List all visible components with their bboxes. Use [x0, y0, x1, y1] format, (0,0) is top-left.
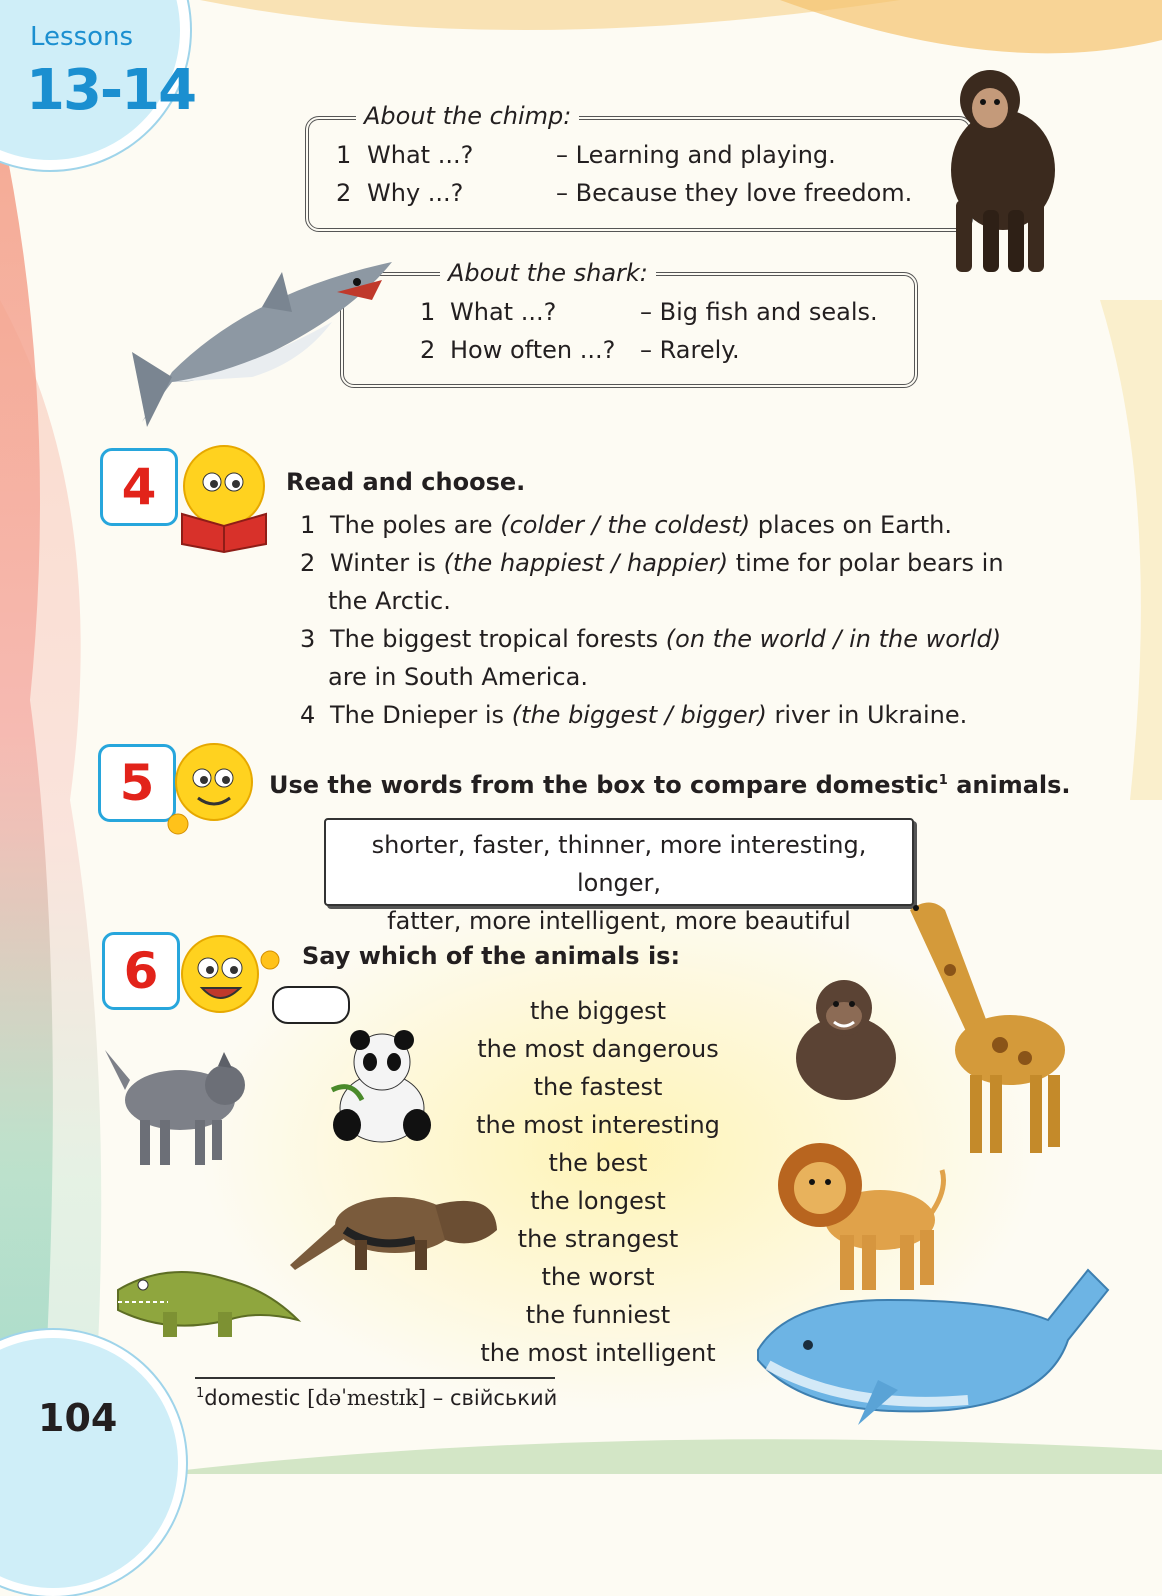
shark-info-frame: [340, 272, 918, 388]
ex5-footnote-mark: 1: [938, 773, 948, 788]
exercise-4-instruction: Read and choose.: [286, 468, 526, 496]
phrase-2: the most dangerous: [477, 1035, 719, 1063]
phrase-10: the most intelligent: [480, 1339, 716, 1367]
phrase-6: the longest: [530, 1187, 666, 1215]
ex5-instruction-post: animals.: [947, 771, 1071, 799]
chimp-row-2-question: Why ...?: [367, 179, 464, 207]
footnote-translation: – свійський: [426, 1386, 558, 1410]
ex4-item-2-post: time for polar bears in: [728, 549, 1004, 577]
phrase-1: the biggest: [529, 997, 667, 1025]
ex4-item-4-text: [330, 701, 967, 729]
shark-row-1-question: What ...?: [450, 298, 557, 326]
reading-smiley-icon: [172, 444, 282, 554]
ex4-item-3-text: [330, 625, 1001, 653]
shark-row-2-answer: – Rarely.: [640, 336, 740, 364]
ex4-item-3-num: 3: [300, 625, 316, 653]
ex4-item-1-text: [330, 511, 952, 539]
crocodile-illustration: [108, 1240, 303, 1350]
ex4-item-2-choice[interactable]: (the happiest / happier): [443, 549, 729, 577]
chimp-info-frame: [305, 116, 973, 232]
footnote-divider: [195, 1377, 555, 1379]
shark-row-1-num: 1: [420, 298, 436, 326]
ex4-item-3-choice[interactable]: (on the world / in the world): [665, 625, 1002, 653]
ex4-item-4-num: 4: [300, 701, 316, 729]
shark-row-1-answer: – Big fish and seals.: [640, 298, 878, 326]
phrase-5: the best: [548, 1149, 648, 1177]
chimp-illustration: [928, 60, 1078, 280]
ex4-item-4-choice[interactable]: (the biggest / bigger): [511, 701, 767, 729]
exercise-5-number: 5: [98, 744, 176, 822]
lessons-label: Lessons: [30, 22, 134, 52]
ex4-item-3-pre: The biggest tropical forests: [330, 625, 666, 653]
chimp-box-title: About the chimp:: [356, 102, 579, 130]
anteater-illustration: [285, 1180, 500, 1280]
shark-row-2-num: 2: [420, 336, 436, 364]
shark-row-2-question: How often ...?: [450, 336, 616, 364]
ex4-item-3-continuation: are in South America.: [328, 663, 588, 691]
ex4-item-2-continuation: the Arctic.: [328, 587, 451, 615]
phrase-9: the funniest: [525, 1301, 671, 1329]
chimp-row-2-num: 2: [336, 179, 352, 207]
exercise-4-number: 4: [100, 448, 178, 526]
shark-box-title: About the shark:: [440, 259, 656, 287]
footnote-transcription: [dəˈmestɪk]: [307, 1386, 427, 1410]
ex4-item-2-text: [330, 549, 1004, 577]
page-number: 104: [38, 1396, 118, 1440]
ex4-item-2-pre: Winter is: [330, 549, 444, 577]
footnote-mark: 1: [196, 1386, 205, 1401]
chimp-row-1-num: 1: [336, 141, 352, 169]
shark-illustration: [132, 252, 404, 432]
exercise-5-instruction: [269, 771, 1071, 799]
ex4-item-4-post: river in Ukraine.: [766, 701, 968, 729]
ex4-item-4-pre: The Dnieper is: [330, 701, 512, 729]
ex4-item-2-num: 2: [300, 549, 316, 577]
panda-illustration: [322, 1030, 442, 1146]
chimp-row-1-question: What ...?: [367, 141, 474, 169]
ex4-item-1-choice[interactable]: (colder / the coldest): [500, 511, 751, 539]
phrase-7: the strangest: [517, 1225, 679, 1253]
word-box-line-2: fatter, more intelligent, more beautiful: [387, 907, 851, 935]
ex4-item-1-num: 1: [300, 511, 316, 539]
whale-illustration: [748, 1250, 1112, 1450]
pointing-smiley-icon: [166, 740, 262, 844]
phrase-8: the worst: [541, 1263, 655, 1291]
phrase-4: the most interesting: [476, 1111, 720, 1139]
ex4-item-1-post: places on Earth.: [750, 511, 953, 539]
ex4-item-1-pre: The poles are: [330, 511, 501, 539]
word-box: [324, 818, 914, 935]
exercise-6-instruction: Say which of the animals is:: [302, 942, 681, 970]
footnote: [196, 1386, 557, 1410]
footnote-word: domestic: [204, 1386, 308, 1410]
exercise-6-number: 6: [102, 932, 180, 1010]
lesson-numbers: 13-14: [26, 58, 196, 123]
chimp-row-2-answer: – Because they love freedom.: [556, 179, 913, 207]
ex5-instruction-pre: Use the words from the box to compare domestic: [269, 771, 939, 799]
wolf-illustration: [100, 1030, 250, 1170]
chimp-row-1-answer: – Learning and playing.: [556, 141, 836, 169]
speech-bubble: [272, 986, 350, 1024]
phrase-3: the fastest: [533, 1073, 663, 1101]
giraffe-illustration: [890, 890, 1080, 1156]
word-box-line-1: shorter, faster, thinner, more interesting, longer,: [371, 831, 867, 897]
